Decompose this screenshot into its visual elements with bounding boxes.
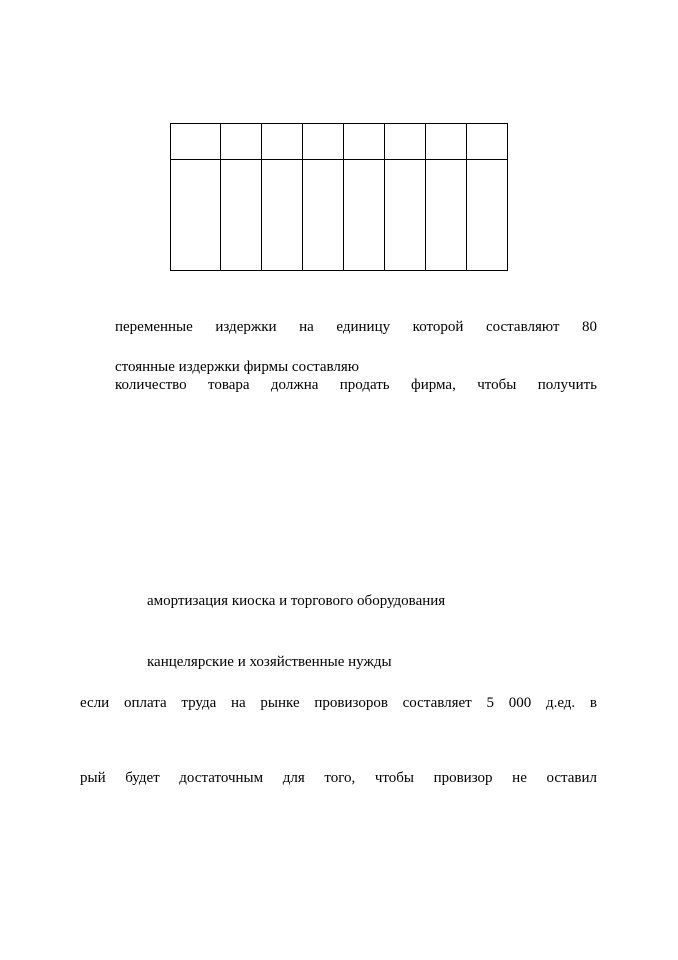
- empty-data-table: [170, 123, 508, 271]
- table-cell: [221, 124, 262, 160]
- text-line-depreciation: амортизация киоска и торгового оборудования: [147, 593, 446, 609]
- table-cell: [303, 124, 344, 160]
- text-line-office-supplies: канцелярские и хозяйственные нужды: [147, 654, 392, 670]
- text-line-quantity: количество товара должна продать фирма, чтобы получить: [115, 377, 597, 393]
- text-line-labor-payment: если оплата труда на рынке провизоров составляет 5 000 д.ед. в: [80, 695, 597, 711]
- table-cell: [385, 124, 426, 160]
- table-cell: [221, 160, 262, 271]
- table-cell: [467, 160, 508, 271]
- table-cell: [262, 124, 303, 160]
- table-cell: [262, 160, 303, 271]
- table-cell: [385, 160, 426, 271]
- table-cell: [171, 160, 221, 271]
- text-line-fixed-costs: стоянные издержки фирмы составляю: [115, 359, 359, 375]
- table-header-row: [171, 124, 508, 160]
- text-line-pharmacist: рый будет достаточным для того, чтобы провизор не оставил: [80, 770, 597, 786]
- text-line-variable-costs: переменные издержки на единицу которой составляют 80: [115, 319, 597, 335]
- table-cell: [426, 160, 467, 271]
- table-cell: [344, 124, 385, 160]
- table-cell: [303, 160, 344, 271]
- table-cell: [426, 124, 467, 160]
- table-cell: [344, 160, 385, 271]
- table-cell: [171, 124, 221, 160]
- table-row: [171, 160, 508, 271]
- table-cell: [467, 124, 508, 160]
